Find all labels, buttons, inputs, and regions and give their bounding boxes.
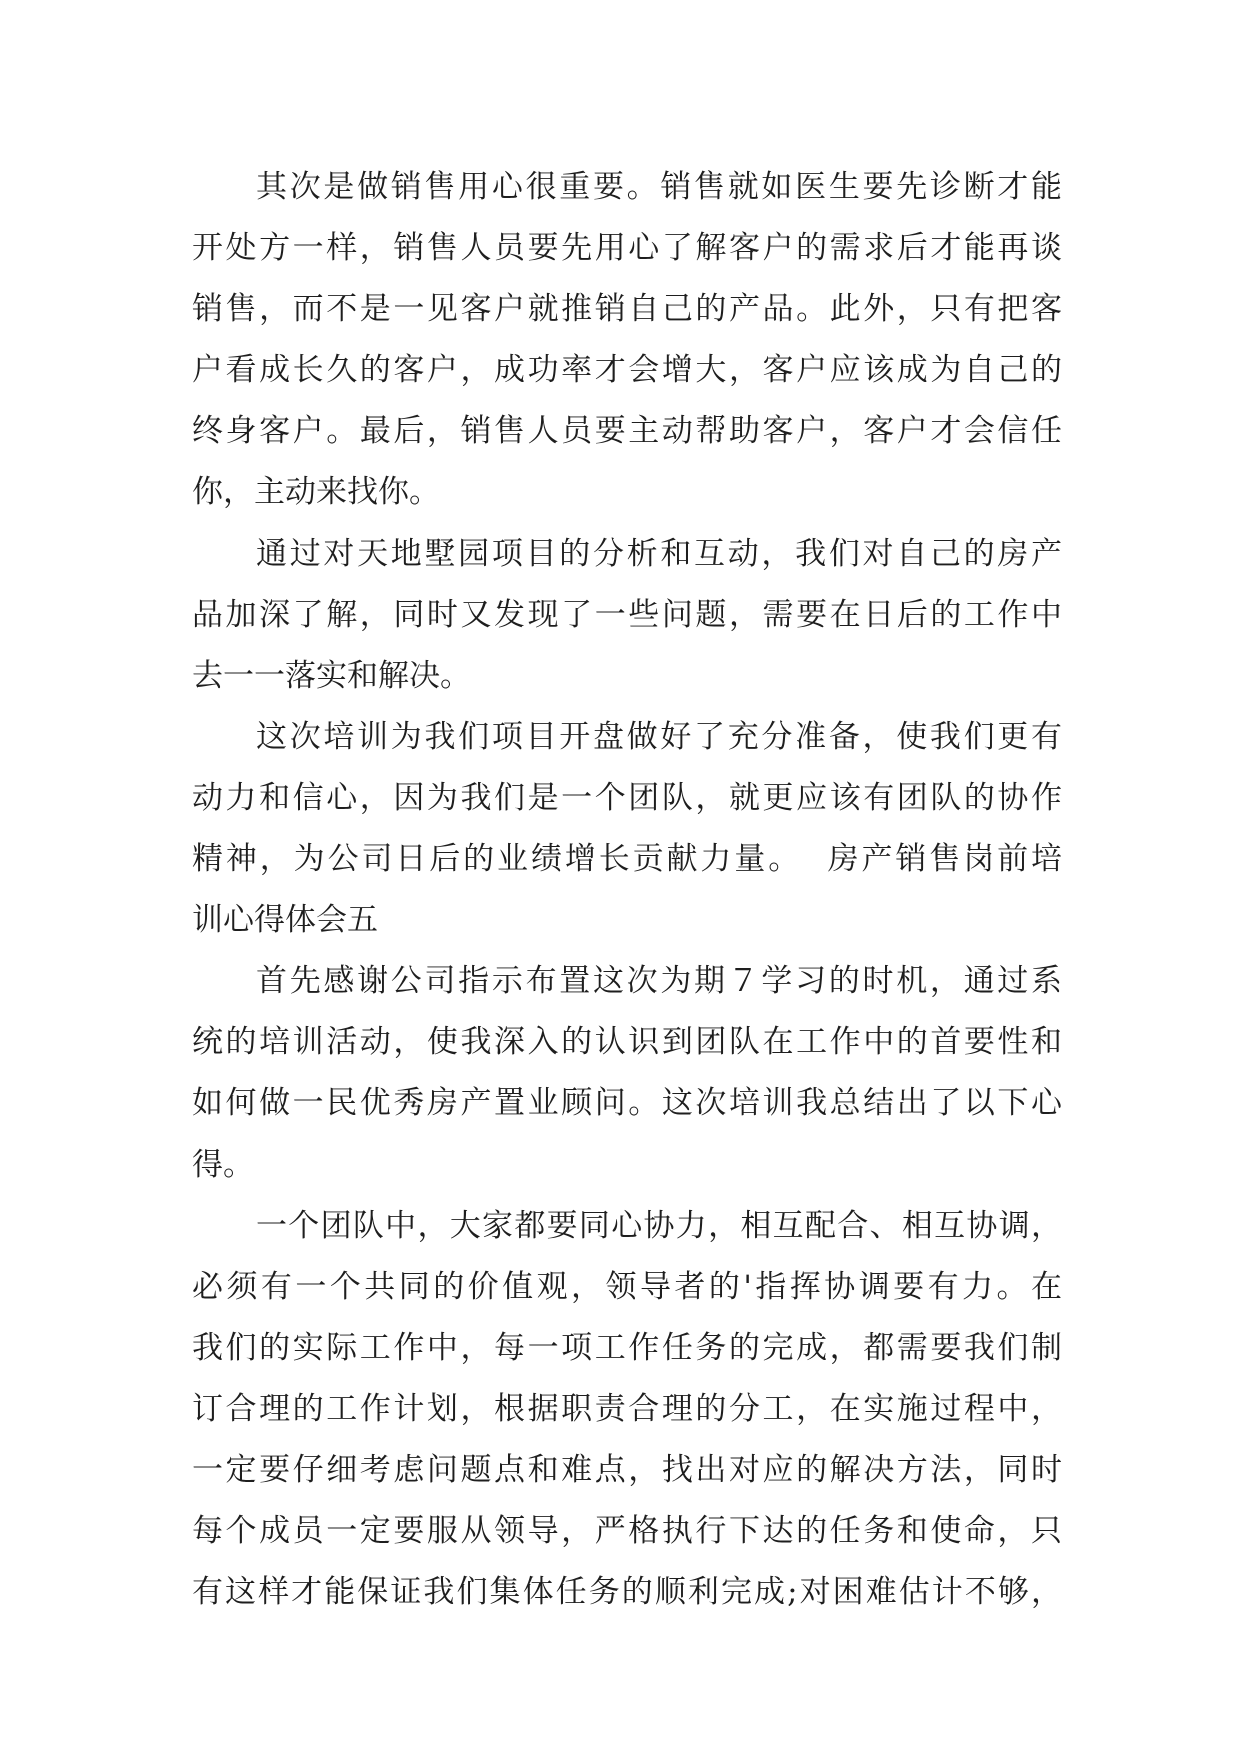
paragraph-gratitude	[192, 951, 1062, 1195]
paragraph-teamwork	[192, 1196, 1062, 1624]
text-line: 精神，为公司日后的业绩增长贡献力量。 房产销售岗前培	[192, 841, 1062, 878]
paragraph-training-preparation	[192, 707, 1062, 951]
text-line: 每个成员一定要服从领导，严格执行下达的任务和使命，只	[192, 1513, 1062, 1550]
text-line: 其次是做销售用心很重要。销售就如医生要先诊断才能	[256, 169, 1062, 205]
text-line: 一定要仔细考虑问题点和难点，找出对应的解决方法，同时	[192, 1451, 1062, 1488]
text-line: 户看成长久的客户，成功率才会增大，客户应该成为自己的	[192, 352, 1062, 389]
text-line: 训心得体会五	[192, 902, 378, 939]
text-line: 这次培训为我们项目开盘做好了充分准备，使我们更有	[256, 718, 1062, 755]
text-line: 我们的实际工作中，每一项工作任务的完成，都需要我们制	[192, 1329, 1062, 1366]
text-line: 通过对天地墅园项目的分析和互动，我们对自己的房产	[256, 535, 1062, 572]
text-line: 一个团队中，大家都要同心协力，相互配合、相互协调，	[256, 1207, 1062, 1244]
text-line: 动力和信心，因为我们是一个团队，就更应该有团队的协作	[192, 779, 1062, 816]
text-line: 统的培训活动，使我深入的认识到团队在工作中的首要性和	[192, 1024, 1062, 1061]
text-line: 去一一落实和解决。	[192, 657, 471, 694]
text-line: 销售，而不是一见客户就推销自己的产品。此外，只有把客	[192, 291, 1062, 328]
paragraph-project-analysis	[192, 524, 1062, 707]
text-line: 品加深了解，同时又发现了一些问题，需要在日后的工作中	[192, 596, 1062, 633]
text-line: 开处方一样，销售人员要先用心了解客户的需求后才能再谈	[192, 230, 1062, 267]
text-line: 首先感谢公司指示布置这次为期７学习的时机，通过系	[256, 963, 1062, 1000]
text-line: 如何做一民优秀房产置业顾问。这次培训我总结出了以下心	[192, 1085, 1062, 1122]
text-line: 必须有一个共同的价值观，领导者的'指挥协调要有力。在	[192, 1268, 1062, 1305]
text-line: 得。	[192, 1146, 254, 1183]
document-body	[192, 157, 1062, 1623]
text-line: 你，主动来找你。	[192, 474, 440, 511]
text-line: 终身客户。最后，销售人员要主动帮助客户，客户才会信任	[192, 413, 1062, 450]
text-line: 有这样才能保证我们集体任务的顺利完成;对困难估计不够，	[192, 1574, 1062, 1611]
text-line: 订合理的工作计划，根据职责合理的分工，在实施过程中，	[192, 1390, 1062, 1427]
paragraph-sales-attentiveness	[192, 157, 1062, 524]
